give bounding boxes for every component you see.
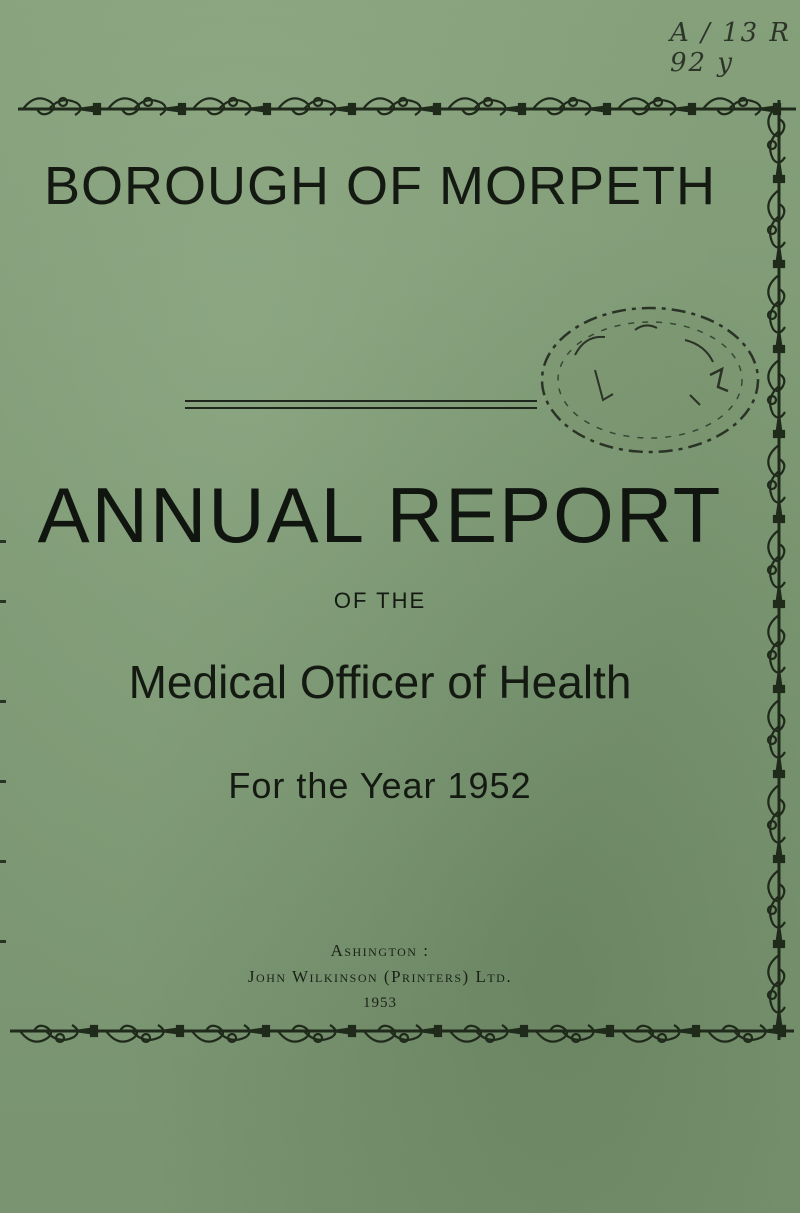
ornamental-border-right (758, 100, 800, 1040)
ornamental-border-top (18, 92, 796, 126)
double-rule-divider (185, 400, 537, 409)
of-the-line: OF THE (333, 588, 427, 613)
left-edge-marks (0, 510, 10, 990)
borough-heading: BOROUGH OF MORPETH (43, 156, 716, 216)
ornamental-border-bottom (10, 1012, 794, 1050)
publisher-block (0, 938, 760, 1016)
publisher-name: John Wilkinson (Printers) Ltd. (247, 967, 513, 986)
annual-report-title: ANNUAL REPORT (37, 471, 723, 559)
report-year-line: For the Year 1952 (228, 765, 532, 806)
publication-year: 1953 (363, 995, 397, 1011)
handwritten-catalogue-note: A / 13 R 92 y (670, 18, 791, 78)
publisher-place: Ashington : (330, 941, 430, 960)
report-subject: Medical Officer of Health (128, 656, 632, 708)
borough-seal-icon (535, 300, 765, 460)
